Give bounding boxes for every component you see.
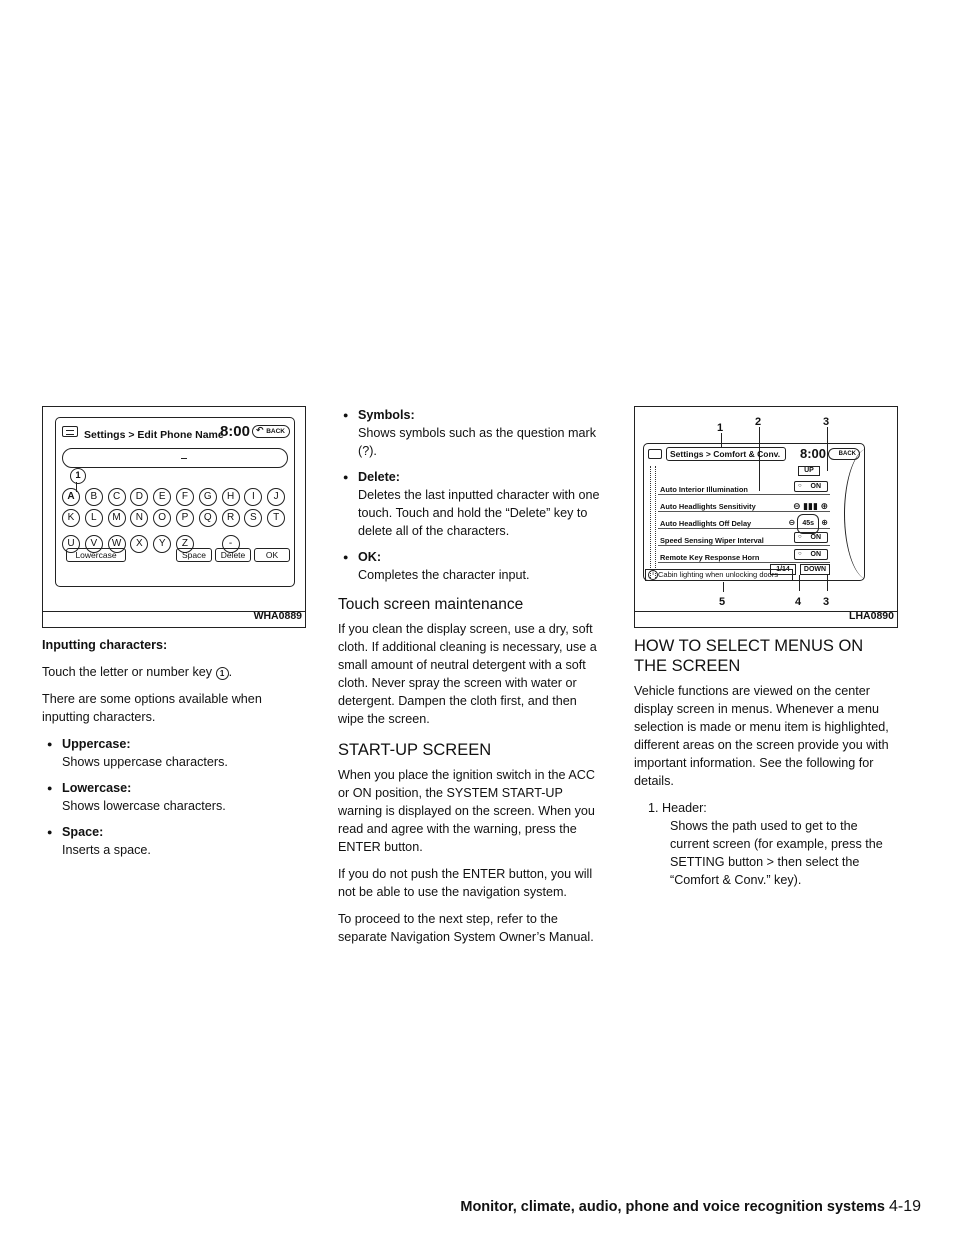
key-z[interactable]: Z <box>176 535 194 553</box>
label-3-bottom: 3 <box>823 596 830 608</box>
setting-toggle[interactable]: ○ ON <box>794 532 828 543</box>
column-middle <box>338 406 602 955</box>
option-title: ● Lowercase: <box>62 781 132 795</box>
maintenance-text: If you clean the display screen, use a dry, soft cloth. If additional cleaning is necessary, use a small amount of neutral detergent with a soft cloth. Never spray the screen with water or detergent. Dampen the cloth first, and then wipe the screen. <box>338 622 597 726</box>
clock: 8:00 <box>799 446 826 461</box>
ok-button[interactable]: OK <box>254 548 290 562</box>
key-n[interactable]: N <box>130 509 148 527</box>
key-e[interactable]: E <box>153 488 171 506</box>
name-entry-field[interactable] <box>62 448 288 468</box>
callout-leader <box>76 482 77 492</box>
label-1-top: 1 <box>717 422 724 434</box>
key-p[interactable]: P <box>176 509 194 527</box>
figure-comfort-settings <box>634 406 898 628</box>
setting-label: Speed Sensing Wiper Interval <box>660 536 764 545</box>
label-2-top: 2 <box>755 416 762 428</box>
key-g[interactable]: G <box>199 488 217 506</box>
key-t[interactable]: T <box>267 509 285 527</box>
option-desc: Inserts a space. <box>62 843 151 857</box>
option-title: ● OK: <box>358 550 382 564</box>
key-j[interactable]: J <box>267 488 285 506</box>
maintenance-heading: Touch screen maintenance <box>338 596 524 613</box>
key-w[interactable]: W <box>108 535 126 553</box>
options-list-1 <box>42 735 306 859</box>
option-title: ● Delete: <box>358 470 400 484</box>
info-bar: i Cabin lighting when unlocking doors <box>645 569 793 581</box>
option-desc: Shows lowercase characters. <box>62 799 226 813</box>
text-cursor <box>181 458 187 459</box>
dotted-border <box>650 466 656 578</box>
delay-stepper[interactable]: ⊖ 45s ⊕ <box>788 514 828 534</box>
setting-row-wiper-interval[interactable] <box>658 529 830 546</box>
setting-label: Auto Headlights Sensitivity <box>660 502 756 511</box>
delay-value: 45s <box>797 514 819 534</box>
delete-button[interactable]: Delete <box>215 548 251 562</box>
header-path: Settings > Edit Phone Name <box>84 429 224 441</box>
inline-callout-1: 1 <box>216 667 229 680</box>
option-title: ● Symbols: <box>358 408 415 422</box>
options-list-2 <box>338 406 602 584</box>
space-button[interactable]: Space <box>176 548 212 562</box>
setting-label: Auto Headlights Off Delay <box>660 519 752 528</box>
inputting-heading: Inputting characters: <box>42 638 168 652</box>
option-symbols <box>358 406 602 460</box>
inputting-text-post: . <box>228 665 233 679</box>
setting-label: Auto Interior Illumination <box>660 485 748 494</box>
key-u[interactable]: U <box>62 535 80 553</box>
label-5-bottom: 5 <box>719 596 726 608</box>
header-item-desc: Shows the path used to get to the current screen (for example, press the SETTING button > then select the “Comfort & Conv.” key). <box>670 819 883 887</box>
setting-row-response-horn[interactable] <box>658 546 830 563</box>
setting-row-headlight-delay[interactable] <box>658 512 830 529</box>
edit-phone-name-screen <box>55 417 295 587</box>
setting-row-auto-interior[interactable] <box>658 478 830 495</box>
key-i[interactable]: I <box>244 488 262 506</box>
option-space <box>62 823 306 859</box>
key-d[interactable]: D <box>130 488 148 506</box>
select-menus-text: Vehicle functions are viewed on the center display screen in menus. Whenever a menu selection is made or menu item is highlighted, different areas on the screen provide you with important information. See the following for details. <box>634 684 889 788</box>
label-4-bottom: 4 <box>795 596 802 608</box>
key-l[interactable]: L <box>85 509 103 527</box>
lowercase-button[interactable]: Lowercase <box>66 548 126 562</box>
keyboard-row-2 <box>62 507 290 527</box>
keyboard-row-3 <box>62 528 290 548</box>
option-lowercase <box>62 779 306 815</box>
footer-section: Monitor, climate, audio, phone and voice recognition systems <box>460 1199 885 1215</box>
key-v[interactable]: V <box>85 535 103 553</box>
setting-toggle[interactable]: ○ ON <box>794 549 828 560</box>
option-title: ● Uppercase: <box>62 737 131 751</box>
page-indicator: 1/14 <box>770 564 796 575</box>
back-button[interactable]: BACK <box>828 448 860 460</box>
scrollbar-curve <box>844 448 865 580</box>
sensitivity-stepper[interactable]: ⊖ ▮▮▮ ⊕ <box>793 501 828 511</box>
header-item <box>634 799 898 889</box>
setting-label: Remote Key Response Horn <box>660 553 760 562</box>
key-c[interactable]: C <box>108 488 126 506</box>
key-r[interactable]: R <box>222 509 240 527</box>
key-a[interactable]: A <box>62 488 80 506</box>
setting-toggle[interactable]: ○ ON <box>794 481 828 492</box>
key-h[interactable]: H <box>222 488 240 506</box>
option-desc: Deletes the last inputted character with one touch. Touch and hold the “Delete” key to delete all of the characters. <box>358 488 600 538</box>
comfort-settings-screen <box>643 443 865 581</box>
key-x[interactable]: X <box>130 535 148 553</box>
option-desc: Completes the character input. <box>358 568 530 582</box>
option-ok <box>358 548 602 584</box>
startup-paragraph-3: To proceed to the next step, refer to the separate Navigation System Owner’s Manual. <box>338 912 594 944</box>
key-hyphen[interactable]: - <box>222 535 240 553</box>
page-footer <box>401 1198 921 1216</box>
inputting-text-pre: Touch the letter or number key <box>42 665 213 679</box>
scroll-up-button[interactable]: UP <box>798 466 820 476</box>
figure-edit-phone-name <box>42 406 306 628</box>
key-s[interactable]: S <box>244 509 262 527</box>
select-menus-heading: HOW TO SELECT MENUS ON THE SCREEN <box>634 637 864 675</box>
setting-row-headlight-sensitivity[interactable] <box>658 495 830 512</box>
key-b[interactable]: B <box>85 488 103 506</box>
inputting-text <box>42 663 306 681</box>
keyboard-row-1 <box>62 486 290 506</box>
screen-header <box>648 447 860 463</box>
startup-paragraph-2: If you do not push the ENTER button, you will not be able to use the navigation system. <box>338 867 593 899</box>
header-path: Settings > Comfort & Conv. <box>666 447 786 461</box>
option-delete <box>358 468 602 540</box>
key-q[interactable]: Q <box>199 509 217 527</box>
leader-5 <box>723 582 724 592</box>
figure-code: WHA0889 <box>253 610 302 622</box>
option-desc: Shows symbols such as the question mark (?). <box>358 426 596 458</box>
menu-icon <box>648 449 662 459</box>
key-f[interactable]: F <box>176 488 194 506</box>
key-empty <box>199 528 217 546</box>
clock: 8:00 <box>219 423 250 440</box>
figure-code: LHA0890 <box>849 610 894 622</box>
menu-icon <box>62 426 78 437</box>
option-desc: Shows uppercase characters. <box>62 755 228 769</box>
column-left <box>42 406 306 868</box>
scroll-down-button[interactable]: DOWN <box>800 564 830 575</box>
key-o[interactable]: O <box>153 509 171 527</box>
startup-paragraph-1: When you place the ignition switch in the ACC or ON position, the SYSTEM START-UP warning is displayed on the screen. When you read and agree with the warning, press the ENTER button. <box>338 768 595 854</box>
screen-header <box>62 422 290 444</box>
option-title: ● Space: <box>62 825 104 839</box>
label-3-top: 3 <box>823 416 830 428</box>
column-right <box>634 406 898 889</box>
startup-heading: START-UP SCREEN <box>338 741 492 759</box>
callout-1: 1 <box>70 468 86 484</box>
key-k[interactable]: K <box>62 509 80 527</box>
header-item-label: 1. Header: <box>648 801 707 815</box>
options-intro: There are some options available when inputting characters. <box>42 692 262 724</box>
option-uppercase <box>62 735 306 771</box>
footer-page-number: 4-19 <box>888 1198 921 1215</box>
keyboard <box>62 486 290 549</box>
key-y[interactable]: Y <box>153 535 171 553</box>
key-m[interactable]: M <box>108 509 126 527</box>
leader-4 <box>799 575 800 591</box>
back-button[interactable]: ↶ BACK <box>252 425 290 438</box>
leader-3-bottom <box>827 575 828 591</box>
